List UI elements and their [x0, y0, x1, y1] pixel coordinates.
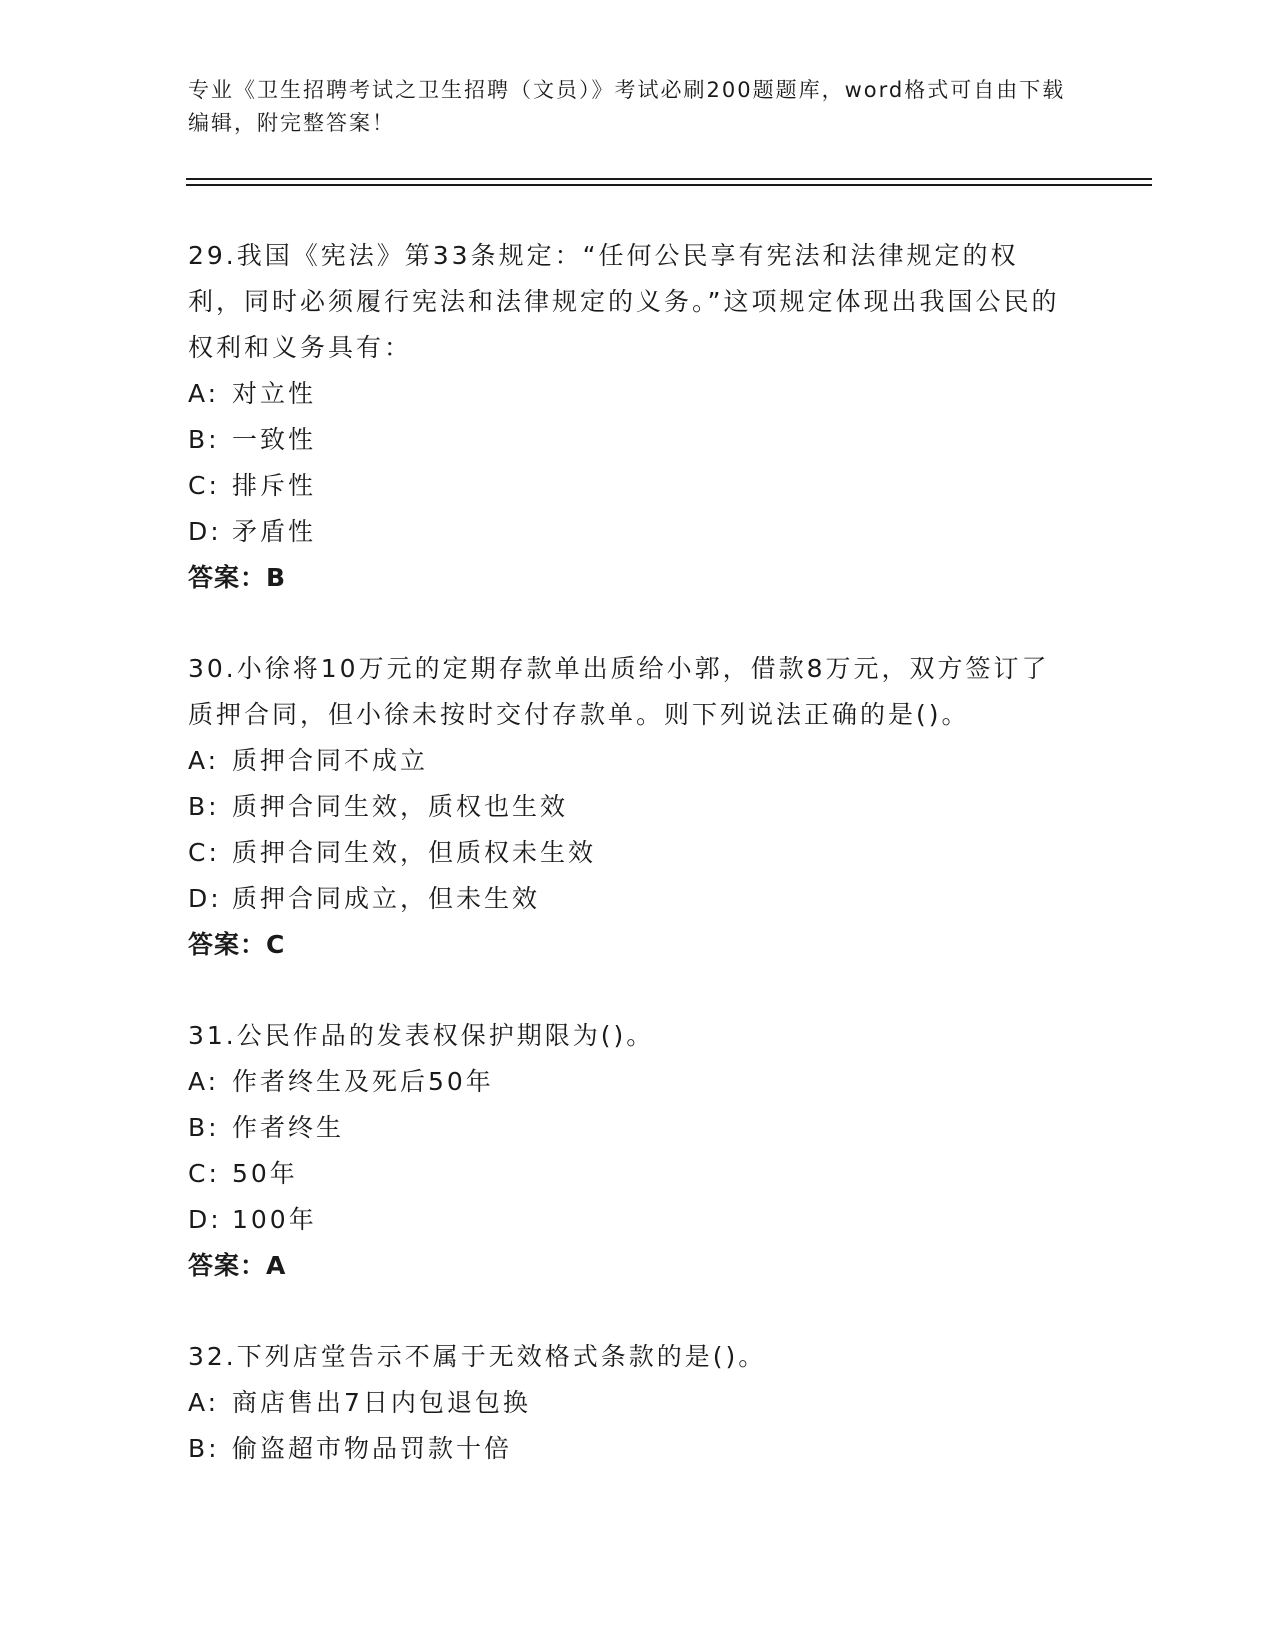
- option-d: [188, 1197, 1068, 1243]
- option-key: A:: [188, 1388, 220, 1417]
- question-30: [188, 646, 1068, 968]
- header-divider-bottom: [186, 184, 1152, 186]
- option-d: [188, 876, 1068, 922]
- option-text: 作者终生: [232, 1113, 345, 1142]
- question-31: [188, 1013, 1068, 1289]
- question-32: [188, 1334, 1068, 1472]
- option-a: [188, 1380, 1068, 1426]
- option-key: D:: [188, 884, 222, 913]
- option-text: 质押合同成立，但未生效: [232, 884, 541, 913]
- option-key: D:: [188, 517, 222, 546]
- option-text: 对立性: [232, 379, 317, 408]
- option-text: 偷盗超市物品罚款十倍: [232, 1434, 513, 1463]
- question-stem: 31.公民作品的发表权保护期限为()。: [188, 1021, 655, 1050]
- answer-label: 答案：A: [188, 1251, 287, 1280]
- answer-label: 答案：C: [188, 930, 286, 959]
- option-text: 矛盾性: [232, 517, 317, 546]
- option-c: [188, 463, 1068, 509]
- option-b: [188, 417, 1068, 463]
- question-stem: 29.我国《宪法》第33条规定：“任何公民享有宪法和法律规定的权利，同时必须履行宪法和法律规定的义务。”这项规定体现出我国公民的权利和义务具有：: [188, 241, 1060, 362]
- option-key: D:: [188, 1205, 222, 1234]
- option-text: 一致性: [232, 425, 317, 454]
- option-text: 排斥性: [232, 471, 317, 500]
- option-key: C:: [188, 471, 220, 500]
- question-29: [188, 233, 1068, 601]
- question-stem: 32.下列店堂告示不属于无效格式条款的是()。: [188, 1342, 767, 1371]
- document-header: 专业《卫生招聘考试之卫生招聘（文员）》考试必刷200题题库，word格式可自由下载编辑，附完整答案！: [188, 78, 1066, 135]
- option-key: B:: [188, 1434, 220, 1463]
- option-b: [188, 1105, 1068, 1151]
- option-text: 质押合同生效，质权也生效: [232, 792, 569, 821]
- option-key: C:: [188, 838, 220, 867]
- header-divider-top: [186, 178, 1152, 180]
- option-text: 100年: [232, 1205, 317, 1234]
- option-a: [188, 1059, 1068, 1105]
- option-key: B:: [188, 792, 220, 821]
- option-b: [188, 784, 1068, 830]
- answer-label: 答案：B: [188, 563, 287, 592]
- option-key: A:: [188, 1067, 220, 1096]
- option-key: A:: [188, 746, 220, 775]
- option-text: 50年: [232, 1159, 298, 1188]
- option-key: C:: [188, 1159, 220, 1188]
- option-b: [188, 1426, 1068, 1472]
- option-a: [188, 738, 1068, 784]
- option-c: [188, 830, 1068, 876]
- option-text: 质押合同生效，但质权未生效: [232, 838, 597, 867]
- option-text: 商店售出7日内包退包换: [232, 1388, 531, 1417]
- option-key: B:: [188, 1113, 220, 1142]
- option-text: 质押合同不成立: [232, 746, 429, 775]
- option-text: 作者终生及死后50年: [232, 1067, 494, 1096]
- option-key: B:: [188, 425, 220, 454]
- option-key: A:: [188, 379, 220, 408]
- option-c: [188, 1151, 1068, 1197]
- question-stem: 30.小徐将10万元的定期存款单出质给小郭，借款8万元，双方签订了质押合同，但小徐未按时交付存款单。则下列说法正确的是()。: [188, 654, 1050, 729]
- option-d: [188, 509, 1068, 555]
- option-a: [188, 371, 1068, 417]
